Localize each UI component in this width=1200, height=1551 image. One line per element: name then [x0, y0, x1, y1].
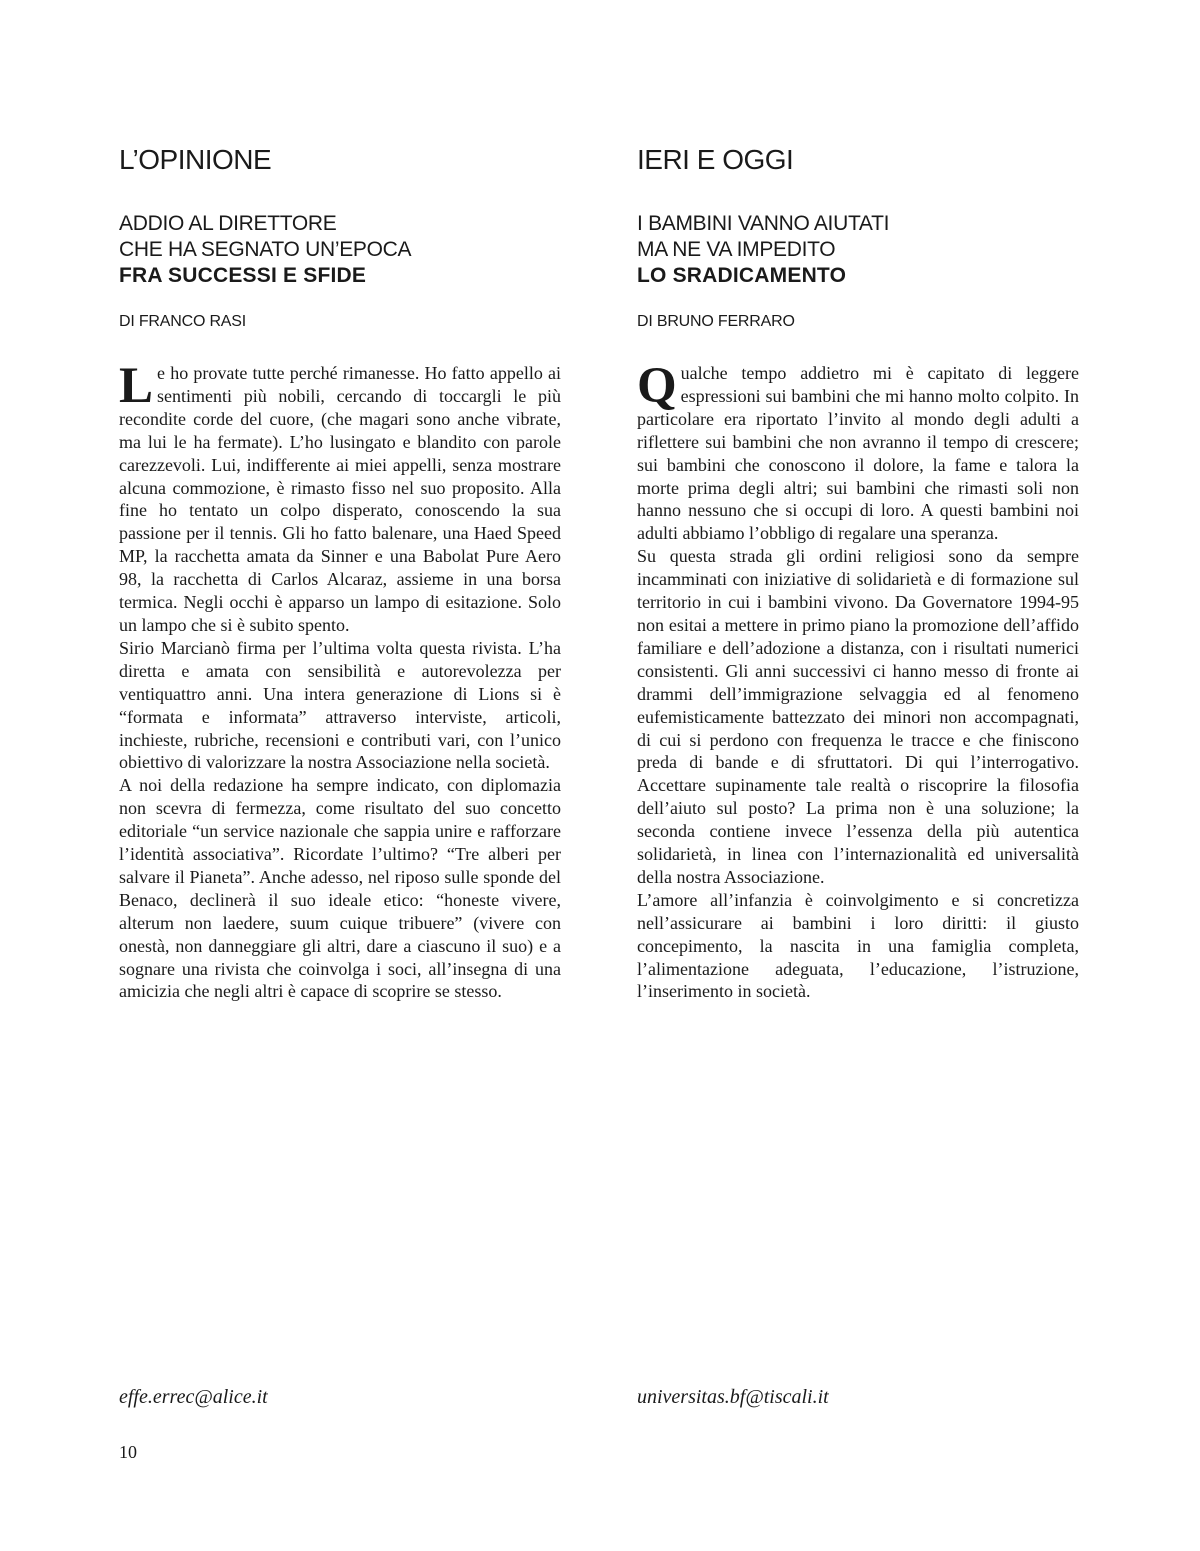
- headline-bold-line: FRA SUCCESSI E SFIDE: [119, 264, 367, 287]
- headline-bold-line: LO SRADICAMENTO: [637, 264, 847, 287]
- section-title: L’OPINIONE: [119, 144, 272, 175]
- headline-line: I BAMBINI VANNO AIUTATI: [637, 212, 890, 235]
- article-headline: [119, 211, 411, 289]
- paragraph: A noi della redazione ha sempre indicato, con diplomazia non scevra di fermezza, come risultato del suo concetto editoriale “un service nazionale che sappia unire e rafforzare l’identità associativa”. Ricordate l’ultimo? “Tre alberi per salvare il Pianeta”. Anche adesso, nel riposo sulle sponde del Benaco, declinerà il suo ideale etico: “honeste vivere, alterum non laedere, suum cuique tribuere” (vivere con onestà, non danneggiare gli altri, dare a ciascuno il suo) e a sognare una rivista che coinvolga i soci, all’insegna di una amicizia che negli altri è capace di scoprire se stesso.: [119, 775, 561, 1002]
- drop-cap: L: [119, 358, 154, 414]
- byline: DI BRUNO FERRARO: [637, 313, 795, 330]
- headline-line: CHE HA SEGNATO UN’EPOCA: [119, 238, 412, 261]
- paragraph: Sirio Marcianò firma per l’ultima volta questa rivista. L’ha diretta e amata con sensibilità e autorevolezza per ventiquattro anni. Una intera generazione di Lions si è “formata e informata” attraverso interviste, articoli, inchieste, rubriche, recensioni e contributi vari, con l’unico obiettivo di valorizzare la nostra Associazione nella società.: [119, 637, 561, 773]
- paragraph: [637, 358, 1079, 545]
- drop-cap: Q: [637, 358, 677, 414]
- article-headline: [637, 211, 889, 289]
- article-body: [119, 358, 561, 1003]
- headline-line: MA NE VA IMPEDITO: [637, 238, 836, 261]
- author-email: universitas.bf@tiscali.it: [637, 1386, 829, 1408]
- headline-line: ADDIO AL DIRETTORE: [119, 212, 337, 235]
- paragraph: Su questa strada gli ordini religiosi sono da sempre incamminati con iniziative di solidarietà e di formazione sul territorio in cui i bambini vivono. Da Governatore 1994-95 non esitai a mettere in primo piano la promozione dell’affido familiare e dell’adozione a distanza, con i risultati numerici consistenti. Gli anni successivi ci hanno messo di fronte ai drammi dell’immigrazione selvaggia ed al fenomeno eufemisticamente battezzato dei minori non accompagnati, di cui si perdono con frequenza le tracce e che finiscono preda di bande e di sfruttatori. Di qui l’interrogativo. Accettare supinamente tale realtà o riscoprire la filosofia dell’aiuto sul posto? La prima non è una soluzione; la seconda contiene invece l’essenza della più autentica solidarietà, in linea con l’internazionalità ed universalità della nostra Associazione.: [637, 546, 1079, 887]
- article-body: [637, 358, 1079, 1003]
- paragraph: [119, 358, 561, 637]
- author-email: effe.errec@alice.it: [119, 1386, 268, 1408]
- paragraph-text: ualche tempo addietro mi è capitato di leggere espressioni sui bambini che mi hanno molto colpito. In particolare era riportato l’invito al mondo degli adulti a riflettere sui bambini che non avranno il tempo di crescere; sui bambini che conoscono il dolore, la fame e talora la morte prima degli altri; sui bambini che rimasti soli non hanno nessuno che si occupi di loro. A questi bambini noi adulti abbiamo l’obbligo di regalare una speranza.: [637, 363, 1079, 544]
- byline: DI FRANCO RASI: [119, 313, 246, 330]
- paragraph-text: e ho provate tutte perché rimanesse. Ho fatto appello ai sentimenti più nobili, cercando di toccargli le più recondite corde del cuore, (che magari sono anche vibrate, ma lui le ha fermate). L’ho lusingato e blandito con parole carezzevoli. Lui, indifferente ai miei appelli, senza mostrare alcuna commozione, è rimasto fisso nel suo proposito. Alla fine ho tentato un colpo disperato, conoscendo la sua passione per il tennis. Gli ho fatto balenare, una Haed Speed MP, la racchetta amata da Sinner e una Babolat Pure Aero 98, la racchetta di Carlos Alcaraz, assieme in una borsa termica. Negli occhi è apparso un lampo di esitazione. Solo un lampo che si è subito spento.: [119, 363, 561, 635]
- section-title: IERI E OGGI: [637, 144, 794, 175]
- paragraph: L’amore all’infanzia è coinvolgimento e si concretizza nell’assicurare ai bambini i loro diritti: il giusto concepimento, la nascita in una famiglia completa, l’alimentazione adeguata, l’educazione, l’istruzione, l’inserimento in società.: [637, 889, 1079, 1002]
- page-number: 10: [119, 1442, 137, 1462]
